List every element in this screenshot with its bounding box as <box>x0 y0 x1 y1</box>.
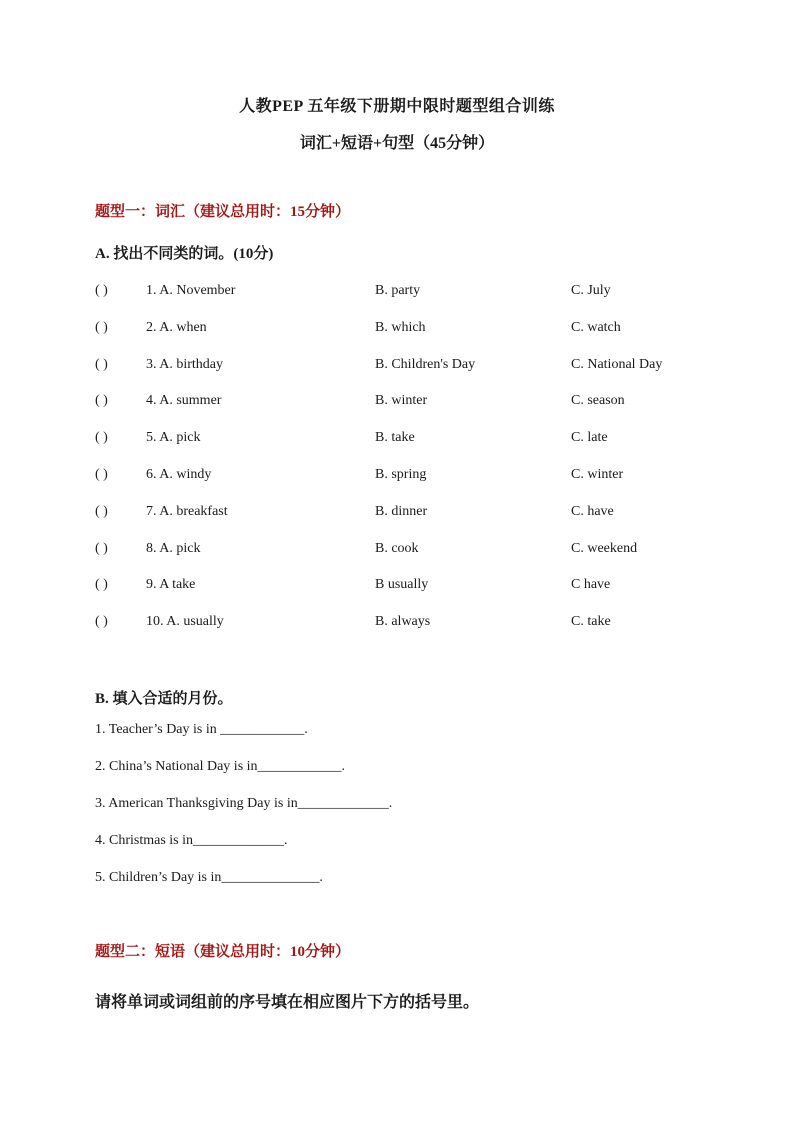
answer-blank[interactable]: ( ) <box>95 540 108 556</box>
option-b: B. party <box>375 283 421 298</box>
answer-blank[interactable]: ( ) <box>95 283 108 298</box>
fill-in-item[interactable]: 5. Children’s Day is in______________. <box>95 870 323 885</box>
option-a: 8. A. pick <box>146 540 201 556</box>
section-heading-vocabulary: 题型一：词汇（建议总用时：15分钟） <box>95 204 351 220</box>
option-a: 2. A. when <box>146 319 207 335</box>
answer-blank[interactable]: ( ) <box>95 577 108 593</box>
question-row <box>95 280 715 317</box>
option-c: C. late <box>571 430 608 446</box>
answer-blank[interactable]: ( ) <box>95 319 108 335</box>
option-a: 5. A. pick <box>146 430 201 446</box>
part-a-heading: A. 找出不同类的词。(10分) <box>95 246 274 262</box>
option-b: B. Children's Day <box>375 356 476 372</box>
option-c: C. watch <box>571 319 621 335</box>
fill-in-item[interactable]: 2. China’s National Day is in____________. <box>95 759 346 774</box>
question-row <box>95 574 715 611</box>
section-heading-phrases: 题型二：短语（建议总用时：10分钟） <box>95 944 351 960</box>
question-row <box>95 464 715 501</box>
option-b: B. winter <box>375 393 428 409</box>
option-a: 4. A. summer <box>146 393 222 409</box>
option-c: C. season <box>571 393 625 409</box>
option-a: 7. A. breakfast <box>146 503 228 519</box>
worksheet-title: 人教PEP 五年级下册期中限时题型组合训练 <box>239 98 555 115</box>
option-c: C. weekend <box>571 540 638 556</box>
option-c: C. July <box>571 283 611 298</box>
option-c: C. winter <box>571 466 624 482</box>
option-b: B. cook <box>375 540 419 556</box>
option-a: 1. A. November <box>146 283 236 298</box>
option-a: 10. A. usually <box>146 614 224 630</box>
option-b: B. always <box>375 614 431 630</box>
question-row <box>95 317 715 354</box>
option-c: C. have <box>571 503 614 519</box>
option-a: 3. A. birthday <box>146 356 223 372</box>
question-row <box>95 390 715 427</box>
option-b: B. take <box>375 430 415 446</box>
option-c: C. National Day <box>571 356 663 372</box>
fill-in-item[interactable]: 3. American Thanksgiving Day is in_____________. <box>95 796 393 811</box>
question-row <box>95 427 715 464</box>
fill-in-item[interactable]: 4. Christmas is in_____________. <box>95 833 288 848</box>
worksheet-subtitle: 词汇+短语+句型（45分钟） <box>299 135 495 152</box>
question-row <box>95 501 715 538</box>
question-row <box>95 354 715 391</box>
answer-blank[interactable]: ( ) <box>95 393 108 409</box>
option-b: B. dinner <box>375 503 428 519</box>
answer-blank[interactable]: ( ) <box>95 614 108 630</box>
answer-blank[interactable]: ( ) <box>95 356 108 372</box>
option-b: B. spring <box>375 466 427 482</box>
answer-blank[interactable]: ( ) <box>95 430 108 446</box>
option-b: B. which <box>375 319 426 335</box>
part-b-heading: B. 填入合适的月份。 <box>95 691 233 707</box>
section-two-instruction: 请将单词或词组前的序号填在相应图片下方的括号里。 <box>95 994 480 1011</box>
option-b: B usually <box>375 577 429 593</box>
fill-in-month-list <box>95 722 695 907</box>
fill-in-item[interactable]: 1. Teacher’s Day is in ____________. <box>95 722 308 737</box>
question-row <box>95 538 715 575</box>
option-c: C have <box>571 577 611 593</box>
odd-one-out-list <box>95 280 715 648</box>
answer-blank[interactable]: ( ) <box>95 466 108 482</box>
option-c: C. take <box>571 614 611 630</box>
option-a: 9. A take <box>146 577 196 593</box>
answer-blank[interactable]: ( ) <box>95 503 108 519</box>
question-row <box>95 611 715 648</box>
option-a: 6. A. windy <box>146 466 212 482</box>
